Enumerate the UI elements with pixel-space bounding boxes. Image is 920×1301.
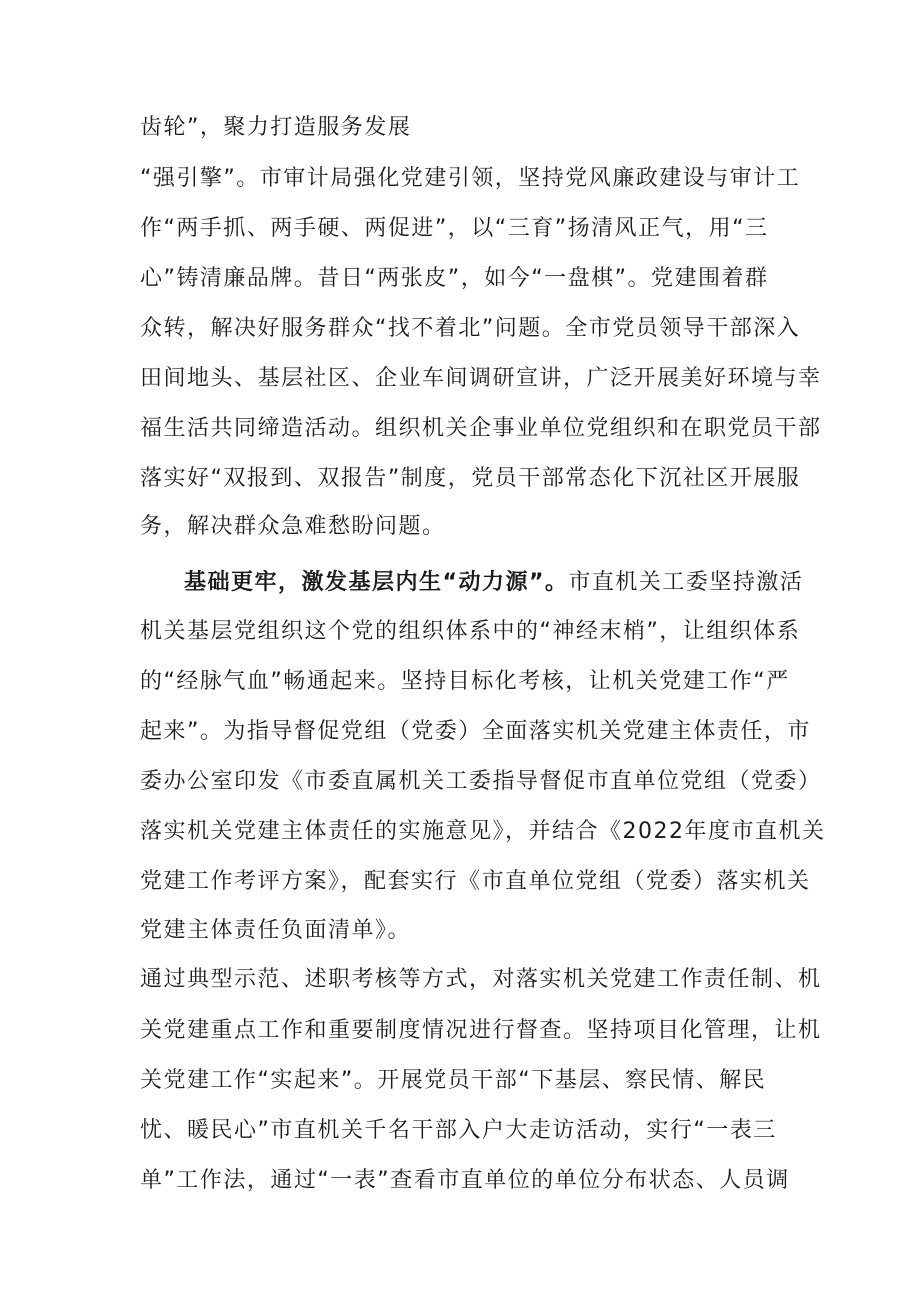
text-line: 机关基层党组织这个党的组织体系中的“神经末梢”，让组织体系 bbox=[140, 619, 801, 644]
text-line: 关党建工作“实起来”。开展党员干部“下基层、察民情、解民 bbox=[140, 1068, 767, 1093]
paragraph-first-line bbox=[184, 568, 804, 598]
text-line: 落实机关党建主体责任的实施意见》，并结合《2022年度市直机关 bbox=[140, 819, 826, 844]
text-line: 众转，解决好服务群众“找不着北”问题。全市党员领导干部深入 bbox=[140, 316, 801, 341]
section-heading: 基础更牢，激发基层内生“动力源”。 bbox=[184, 570, 569, 595]
text-line: 党建主体责任负面清单》。 bbox=[140, 918, 412, 943]
text-line: 关党建重点工作和重要制度情况进行督查。坚持项目化管理，让机 bbox=[140, 1018, 822, 1043]
text-line: 单”工作法，通过“一表”查看市直单位的单位分布状态、人员调 bbox=[140, 1168, 790, 1193]
text-line: 齿轮”，聚力打造服务发展 bbox=[140, 115, 412, 140]
text-line: 通过典型示范、述职考核等方式，对落实机关党建工作责任制、机 bbox=[140, 967, 822, 992]
text-line: 福生活共同缔造活动。组织机关企事业单位党组织和在职党员干部 bbox=[140, 416, 822, 441]
text-line: “强引擎”。市审计局强化党建引领，坚持党风廉政建设与审计工 bbox=[140, 166, 801, 191]
text-line: 落实好“双报到、双报告”制度，党员干部常态化下沉社区开展服 bbox=[140, 466, 801, 491]
text-line: 作“两手抓、两手硬、两促进”，以“三育”扬清风正气，用“三 bbox=[140, 216, 769, 241]
text-line: 心”铸清廉品牌。昔日“两张皮”，如今“一盘棋”。党建围着群 bbox=[140, 266, 769, 291]
text-line: 党建工作考评方案》，配套实行《市直单位党组（党委）落实机关 bbox=[140, 869, 811, 894]
text-span: 市直机关工委坚持激活 bbox=[568, 570, 804, 595]
text-line: 田间地头、基层社区、企业车间调研宣讲，广泛开展美好环境与幸 bbox=[140, 366, 822, 391]
text-line: 委办公室印发《市委直属机关工委指导督促市直单位党组（党委） bbox=[140, 769, 822, 794]
text-line: 起来”。为指导督促党组（党委）全面落实机关党建主体责任，市 bbox=[140, 719, 811, 744]
text-line: 务，解决群众急难愁盼问题。 bbox=[140, 514, 446, 539]
text-line: 的“经脉气血”畅通起来。坚持目标化考核，让机关党建工作“严 bbox=[140, 669, 790, 694]
text-line: 忧、暖民心”市直机关千名干部入户大走访活动，实行“一表三 bbox=[140, 1118, 777, 1143]
